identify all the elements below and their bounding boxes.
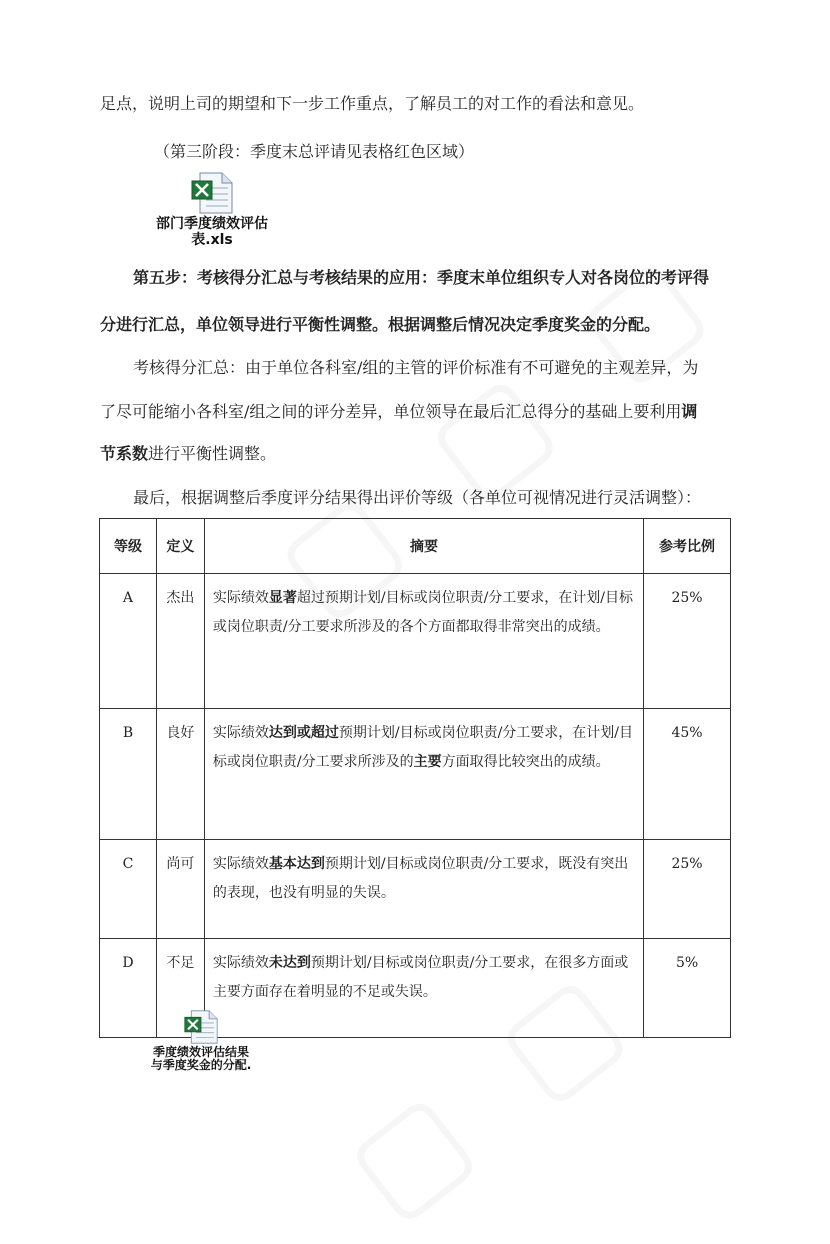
cell-summary bbox=[204, 574, 643, 709]
summary-bold: 未达到 bbox=[268, 955, 311, 971]
attachment-name-line1: 季度绩效评估结果 bbox=[152, 1045, 249, 1059]
summary-bold: 主要 bbox=[413, 754, 442, 770]
cell-ratio: 25% bbox=[644, 574, 731, 709]
cell-summary bbox=[204, 939, 643, 1038]
summary-line2-text: 了尽可能缩小各科室/组之间的评分差异，单位领导在最后汇总得分的基础上要利用 bbox=[100, 402, 682, 421]
cell-summary bbox=[204, 709, 643, 840]
cell-grade: A bbox=[100, 574, 157, 709]
attachment-quarterly-result-bonus[interactable] bbox=[136, 1010, 266, 1072]
header-definition: 定义 bbox=[156, 519, 204, 574]
summary-text: 方面取得比较突出的成绩。 bbox=[441, 754, 610, 770]
grade-table bbox=[99, 518, 731, 1038]
cell-grade: D bbox=[100, 939, 157, 1038]
summary-text: 实际绩效 bbox=[212, 856, 269, 872]
cell-definition: 良好 bbox=[156, 709, 204, 840]
cell-ratio: 45% bbox=[644, 709, 731, 840]
summary-line2 bbox=[100, 392, 730, 432]
cell-ratio: 25% bbox=[644, 840, 731, 939]
summary-text: 实际绩效 bbox=[212, 955, 269, 971]
step5-line2: 分进行汇总，单位领导进行平衡性调整。根据调整后情况决定季度奖金的分配。 bbox=[100, 315, 661, 334]
final-paragraph: 最后，根据调整后季度评分结果得出评价等级（各单位可视情况进行灵活调整）： bbox=[133, 488, 702, 507]
excel-file-icon bbox=[183, 1010, 219, 1044]
summary-text: 超过预期计划/目标或岗位职责/分工要求，在计划/目标或岗位职责/分工要求所涉及的各个方面都取得非常突出的成绩。 bbox=[212, 590, 634, 635]
attachment-name-line2: 表.xls bbox=[191, 232, 233, 248]
table-row bbox=[100, 574, 731, 709]
cell-grade: B bbox=[100, 709, 157, 840]
cell-definition: 尚可 bbox=[156, 840, 204, 939]
header-summary: 摘要 bbox=[204, 519, 643, 574]
summary-line1: 考核得分汇总：由于单位各科室/组的主管的评价标准有不可避免的主观差异，为 bbox=[133, 358, 699, 377]
summary-text: 实际绩效 bbox=[212, 590, 269, 606]
summary-line3-text: 进行平衡性调整。 bbox=[148, 444, 277, 463]
cell-ratio: 5% bbox=[644, 939, 731, 1038]
cell-definition: 杰出 bbox=[156, 574, 204, 709]
summary-line2-bold: 调 bbox=[681, 402, 698, 421]
excel-file-icon bbox=[190, 172, 234, 214]
intro-line: 足点，说明上司的期望和下一步工作重点，了解员工的对工作的看法和意见。 bbox=[100, 94, 645, 113]
summary-text: 预期计划/目标或岗位职责/分工要求，既没有突出的表现，也没有明显的失误。 bbox=[212, 856, 629, 901]
table-row bbox=[100, 840, 731, 939]
cell-grade: C bbox=[100, 840, 157, 939]
attachment-name-line2: 与季度奖金的分配. bbox=[150, 1058, 252, 1072]
summary-text: 实际绩效 bbox=[212, 725, 269, 741]
summary-text: 预期计划/目标或岗位职责/分工要求，在计划/目标或岗位职责/分工要求所涉及的 bbox=[212, 725, 634, 770]
step5-line1: 第五步：考核得分汇总与考核结果的应用：季度末单位组织专人对各岗位的考评得 bbox=[133, 268, 710, 287]
attachment-name-line1: 部门季度绩效评估 bbox=[156, 216, 268, 232]
header-ratio: 参考比例 bbox=[644, 519, 731, 574]
summary-line3-bold: 节系数 bbox=[100, 444, 149, 463]
summary-line3 bbox=[100, 434, 730, 474]
summary-bold: 基本达到 bbox=[268, 856, 325, 872]
header-grade: 等级 bbox=[100, 519, 157, 574]
summary-bold: 显著 bbox=[268, 590, 297, 606]
table-row bbox=[100, 709, 731, 840]
summary-bold: 达到或超过 bbox=[268, 725, 339, 741]
cell-summary bbox=[204, 840, 643, 939]
summary-text: 预期计划/目标或岗位职责/分工要求，在很多方面或主要方面存在着明显的不足或失误。 bbox=[212, 955, 629, 1000]
table-header-row bbox=[100, 519, 731, 574]
attachment-dept-quarterly-eval[interactable] bbox=[148, 172, 276, 248]
stage3-note: （第三阶段：季度末总评请见表格红色区域） bbox=[154, 142, 475, 161]
cell-definition: 不足 bbox=[156, 939, 204, 1038]
